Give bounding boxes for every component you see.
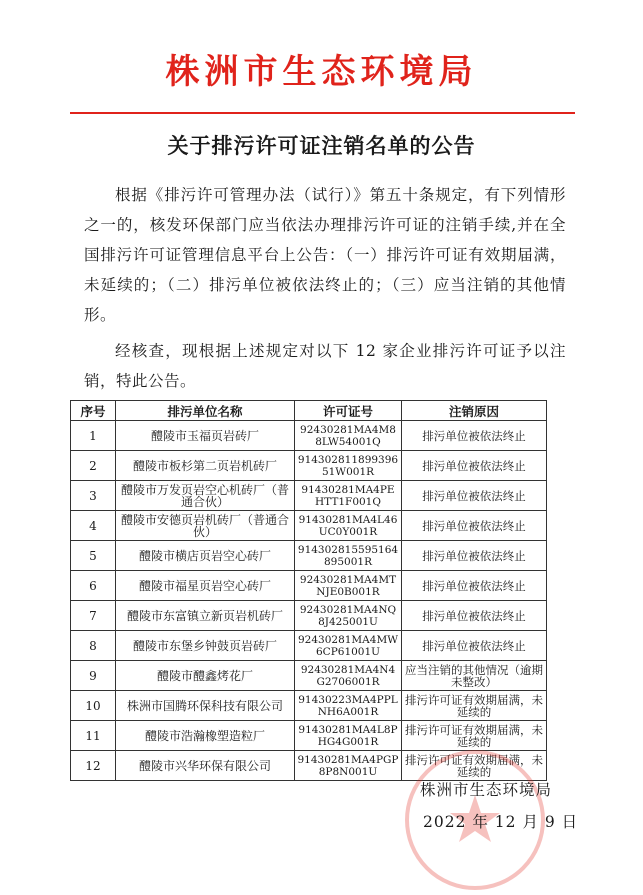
- signature-date: 2022 年 12 月 9 日: [423, 813, 579, 831]
- row-serial-no: 10: [71, 691, 116, 721]
- row-serial-no: 3: [71, 481, 116, 511]
- letterhead-title: 株洲市生态环境局: [165, 52, 478, 92]
- table-row: [71, 511, 547, 541]
- row-license-no: 91430281MA4PEHTT1F001Q: [295, 481, 402, 511]
- row-license-no: 92430281MA4N4G2706001R: [295, 661, 402, 691]
- row-unit-name: 醴陵市万发页岩空心机砖厂（普通合伙）: [116, 481, 295, 511]
- table-row: [71, 661, 547, 691]
- row-unit-name: 醴陵市醴鑫烤花厂: [116, 661, 295, 691]
- row-serial-no: 12: [71, 751, 116, 781]
- row-serial-no: 8: [71, 631, 116, 661]
- row-license-no: 91430281MA4PGP8P8N001U: [295, 751, 402, 781]
- row-unit-name: 醴陵市安德页岩机砖厂（普通合伙）: [116, 511, 295, 541]
- row-serial-no: 4: [71, 511, 116, 541]
- row-license-no: 91430223MA4PPLNH6A001R: [295, 691, 402, 721]
- cancellation-table: [70, 400, 547, 781]
- table-row: [71, 481, 547, 511]
- row-cancel-reason: 排污许可证有效期届满，未延续的: [402, 751, 547, 781]
- table-row: [71, 631, 547, 661]
- row-serial-no: 9: [71, 661, 116, 691]
- row-serial-no: 1: [71, 421, 116, 451]
- notice-paragraph-decision: 经核查，现根据上述规定对以下 12 家企业排污许可证予以注销，特此公告。: [84, 342, 566, 390]
- row-cancel-reason: 排污单位被依法终止: [402, 421, 547, 451]
- row-license-no: 92430281MA4NQ8J425001U: [295, 601, 402, 631]
- table-header-row: [71, 401, 547, 421]
- header-unit-name: 排污单位名称: [116, 401, 295, 421]
- row-cancel-reason: 排污单位被依法终止: [402, 631, 547, 661]
- row-license-no: 91430281MA4L8PHG4G001R: [295, 721, 402, 751]
- row-cancel-reason: 排污单位被依法终止: [402, 511, 547, 541]
- header-serial-no: 序号: [71, 401, 116, 421]
- header-license-no: 许可证号: [295, 401, 402, 421]
- row-cancel-reason: 排污单位被依法终止: [402, 451, 547, 481]
- row-license-no: 92430281MA4M88LW54001Q: [295, 421, 402, 451]
- row-license-no: 91430281MA4L46UC0Y001R: [295, 511, 402, 541]
- row-unit-name: 株洲市国腾环保科技有限公司: [116, 691, 295, 721]
- table-row: [71, 541, 547, 571]
- notice-title: 关于排污许可证注销名单的公告: [167, 134, 476, 158]
- row-cancel-reason: 排污单位被依法终止: [402, 601, 547, 631]
- row-unit-name: 醴陵市福星页岩空心砖厂: [116, 571, 295, 601]
- table-row: [71, 451, 547, 481]
- row-unit-name: 醴陵市东堡乡钟鼓页岩砖厂: [116, 631, 295, 661]
- table-row: [71, 601, 547, 631]
- row-unit-name: 醴陵市兴华环保有限公司: [116, 751, 295, 781]
- row-cancel-reason: 应当注销的其他情况（逾期未整改）: [402, 661, 547, 691]
- row-unit-name: 醴陵市板杉第二页岩机砖厂: [116, 451, 295, 481]
- row-serial-no: 2: [71, 451, 116, 481]
- row-serial-no: 6: [71, 571, 116, 601]
- row-cancel-reason: 排污单位被依法终止: [402, 541, 547, 571]
- row-license-no: 92430281MA4MW6CP61001U: [295, 631, 402, 661]
- table-row: [71, 571, 547, 601]
- row-serial-no: 5: [71, 541, 116, 571]
- row-unit-name: 醴陵市横店页岩空心砖厂: [116, 541, 295, 571]
- row-license-no: 91430281189939651W001R: [295, 451, 402, 481]
- row-cancel-reason: 排污许可证有效期届满，未延续的: [402, 721, 547, 751]
- row-license-no: 92430281MA4MTNJE0B001R: [295, 571, 402, 601]
- row-cancel-reason: 排污单位被依法终止: [402, 571, 547, 601]
- row-serial-no: 7: [71, 601, 116, 631]
- row-unit-name: 醴陵市东富镇立新页岩机砖厂: [116, 601, 295, 631]
- table-row: [71, 691, 547, 721]
- table-row: [71, 421, 547, 451]
- row-unit-name: 醴陵市玉福页岩砖厂: [116, 421, 295, 451]
- row-license-no: 914302815595164895001R: [295, 541, 402, 571]
- row-unit-name: 醴陵市浩瀚橡塑造粒厂: [116, 721, 295, 751]
- row-cancel-reason: 排污许可证有效期届满，未延续的: [402, 691, 547, 721]
- header-cancel-reason: 注销原因: [402, 401, 547, 421]
- letterhead-red-rule: [70, 112, 575, 114]
- notice-paragraph-basis: 根据《排污许可管理办法（试行）》第五十条规定，有下列情形之一的，核发环保部门应当依法办理排污许可证的注销手续,并在全国排污许可证管理信息平台上公告：（一）排污许可证有效期届满，未延续的；（二）排污单位被依法终止的；（三）应当注销的其他情形。: [84, 186, 566, 324]
- signature-org: 株洲市生态环境局: [420, 781, 553, 799]
- row-serial-no: 11: [71, 721, 116, 751]
- row-cancel-reason: 排污单位被依法终止: [402, 481, 547, 511]
